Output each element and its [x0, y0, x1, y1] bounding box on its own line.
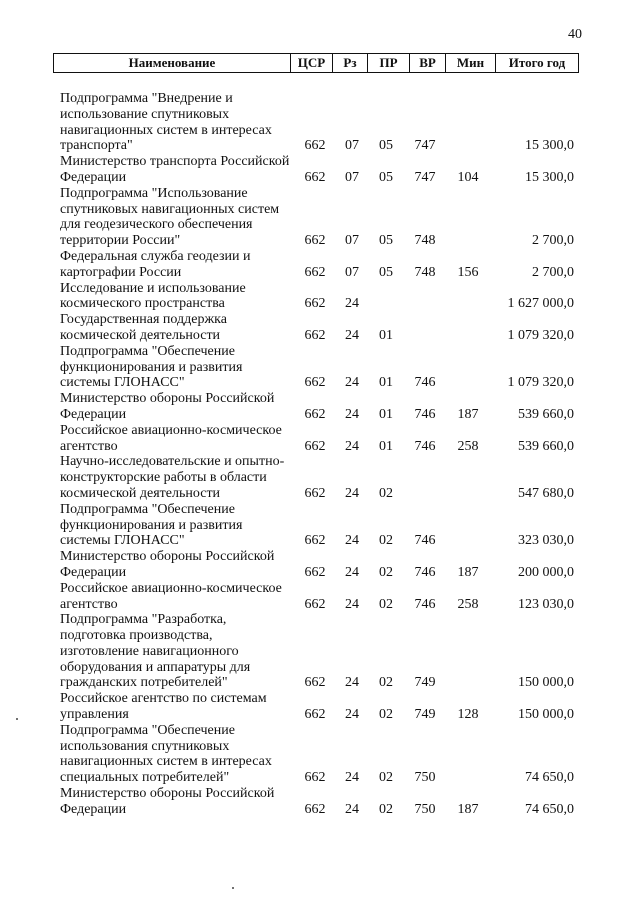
cell-rz: 07: [345, 169, 359, 185]
row-name: Федеральная служба геодезии и картографии России: [60, 248, 251, 280]
row-name: Российское агентство по системам управления: [60, 691, 267, 723]
cell-vr: 748: [414, 233, 436, 249]
scan-speck: [232, 887, 234, 889]
cell-rz: 24: [345, 438, 359, 454]
cell-total: 200 000,0: [518, 564, 574, 580]
cell-total: 74 650,0: [525, 801, 574, 817]
cell-vr: 746: [414, 533, 436, 549]
header-pr: ПР: [367, 54, 409, 72]
cell-vr: 749: [414, 707, 436, 723]
cell-pr: 05: [379, 169, 393, 185]
cell-vr: 746: [414, 375, 436, 391]
table-row: [0, 312, 640, 344]
cell-rz: 24: [345, 296, 359, 312]
row-name: Исследование и использование космического пространства: [60, 280, 246, 312]
cell-csr: 662: [304, 169, 326, 185]
cell-csr: 662: [304, 564, 326, 580]
cell-csr: 662: [304, 296, 326, 312]
cell-pr: 01: [379, 406, 393, 422]
table-row: [0, 249, 640, 281]
cell-total: 539 660,0: [518, 406, 574, 422]
table-row: [0, 91, 640, 154]
row-name: Подпрограмма "Разработка, подготовка производства, изготовление навигационного оборудования и аппаратуры для гражданских потребителей": [60, 612, 251, 691]
cell-rz: 24: [345, 564, 359, 580]
scan-speck: [16, 718, 18, 720]
cell-pr: 02: [379, 485, 393, 501]
cell-total: 74 650,0: [525, 770, 574, 786]
header-csr: ЦСР: [290, 54, 332, 72]
cell-csr: 662: [304, 327, 326, 343]
header-name: Наименование: [128, 55, 216, 70]
table-header: [53, 53, 579, 73]
cell-csr: 662: [304, 406, 326, 422]
table-row: [0, 612, 640, 691]
cell-pr: 05: [379, 233, 393, 249]
cell-total: 1 079 320,0: [507, 327, 574, 343]
cell-vr: 747: [414, 138, 436, 154]
table-row: [0, 344, 640, 391]
cell-pr: 01: [379, 375, 393, 391]
cell-total: 323 030,0: [518, 533, 574, 549]
cell-min: 187: [457, 406, 479, 422]
row-name: Подпрограмма "Обеспечение использования спутниковых навигационных систем в интересах специальных потребителей": [60, 722, 272, 786]
table-row: [0, 581, 640, 613]
cell-pr: 02: [379, 707, 393, 723]
cell-csr: 662: [304, 375, 326, 391]
cell-csr: 662: [304, 438, 326, 454]
header-min: Мин: [445, 54, 495, 72]
cell-csr: 662: [304, 233, 326, 249]
cell-total: 150 000,0: [518, 707, 574, 723]
row-name: Российское авиационно-космическое агентство: [60, 580, 282, 612]
cell-rz: 24: [345, 770, 359, 786]
cell-min: 187: [457, 564, 479, 580]
row-name: Государственная поддержка космической деятельности: [60, 312, 227, 343]
cell-total: 547 680,0: [518, 485, 574, 501]
cell-min: 156: [457, 264, 479, 280]
table-row: [0, 391, 640, 423]
page-number: 40: [568, 27, 582, 42]
table-row: [0, 154, 640, 186]
cell-csr: 662: [304, 596, 326, 612]
cell-total: 1 627 000,0: [507, 296, 574, 312]
row-name: Министерство обороны Российской Федерации: [60, 786, 275, 817]
cell-pr: 05: [379, 138, 393, 154]
cell-pr: 01: [379, 327, 393, 343]
table-row: [0, 454, 640, 501]
header-vr: ВР: [409, 54, 445, 72]
table-row: [0, 281, 640, 313]
cell-csr: 662: [304, 707, 326, 723]
table-row: [0, 786, 640, 818]
cell-rz: 24: [345, 707, 359, 723]
row-name: Научно-исследовательские и опытно-конструкторские работы в области космической деятельности: [60, 454, 285, 501]
cell-csr: 662: [304, 485, 326, 501]
cell-rz: 24: [345, 596, 359, 612]
cell-pr: 05: [379, 264, 393, 280]
cell-total: 2 700,0: [532, 264, 574, 280]
cell-total: 2 700,0: [532, 233, 574, 249]
cell-csr: 662: [304, 533, 326, 549]
cell-csr: 662: [304, 770, 326, 786]
cell-rz: 24: [345, 675, 359, 691]
cell-pr: 02: [379, 564, 393, 580]
cell-pr: 02: [379, 533, 393, 549]
cell-csr: 662: [304, 264, 326, 280]
cell-rz: 07: [345, 264, 359, 280]
row-name: Подпрограмма "Использование спутниковых навигационных систем для геодезического обеспечения территории России": [60, 185, 280, 249]
cell-total: 1 079 320,0: [507, 375, 574, 391]
cell-min: 104: [457, 169, 479, 185]
cell-rz: 24: [345, 801, 359, 817]
cell-total: 123 030,0: [518, 596, 574, 612]
row-name: Министерство обороны Российской Федерации: [60, 549, 275, 580]
cell-rz: 24: [345, 406, 359, 422]
cell-vr: 746: [414, 438, 436, 454]
table-row: [0, 423, 640, 455]
cell-vr: 746: [414, 564, 436, 580]
cell-min: 128: [457, 707, 479, 723]
table-row: [0, 186, 640, 249]
cell-vr: 746: [414, 596, 436, 612]
cell-min: 258: [457, 438, 479, 454]
table-body: [0, 91, 640, 818]
row-name: Подпрограмма "Внедрение и использование спутниковых навигационных систем в интересах транспорта": [60, 91, 272, 154]
table-row: [0, 723, 640, 786]
row-name: Российское авиационно-космическое агентство: [60, 422, 282, 454]
cell-total: 15 300,0: [525, 138, 574, 154]
cell-pr: 02: [379, 675, 393, 691]
row-name: Министерство транспорта Российской Федерации: [60, 154, 290, 185]
cell-vr: 748: [414, 264, 436, 280]
cell-min: 258: [457, 596, 479, 612]
cell-rz: 24: [345, 533, 359, 549]
cell-total: 539 660,0: [518, 438, 574, 454]
cell-total: 15 300,0: [525, 169, 574, 185]
cell-rz: 24: [345, 375, 359, 391]
cell-total: 150 000,0: [518, 675, 574, 691]
cell-pr: 02: [379, 770, 393, 786]
cell-vr: 746: [414, 406, 436, 422]
row-name: Министерство обороны Российской Федерации: [60, 391, 275, 422]
cell-pr: 02: [379, 596, 393, 612]
cell-rz: 07: [345, 233, 359, 249]
cell-pr: 02: [379, 801, 393, 817]
row-name: Подпрограмма "Обеспечение функционирования и развития системы ГЛОНАСС": [60, 501, 243, 549]
cell-vr: 750: [414, 801, 436, 817]
cell-csr: 662: [304, 138, 326, 154]
cell-rz: 07: [345, 138, 359, 154]
cell-vr: 750: [414, 770, 436, 786]
table-row: [0, 502, 640, 549]
table-row: [0, 549, 640, 581]
row-name: Подпрограмма "Обеспечение функционирования и развития системы ГЛОНАСС": [60, 343, 243, 391]
table-row: [0, 691, 640, 723]
cell-min: 187: [457, 801, 479, 817]
header-rz: Рз: [332, 54, 367, 72]
cell-pr: 01: [379, 438, 393, 454]
cell-rz: 24: [345, 327, 359, 343]
cell-csr: 662: [304, 675, 326, 691]
cell-vr: 747: [414, 169, 436, 185]
header-total: Итого год: [495, 54, 578, 72]
cell-rz: 24: [345, 485, 359, 501]
cell-vr: 749: [414, 675, 436, 691]
cell-csr: 662: [304, 801, 326, 817]
